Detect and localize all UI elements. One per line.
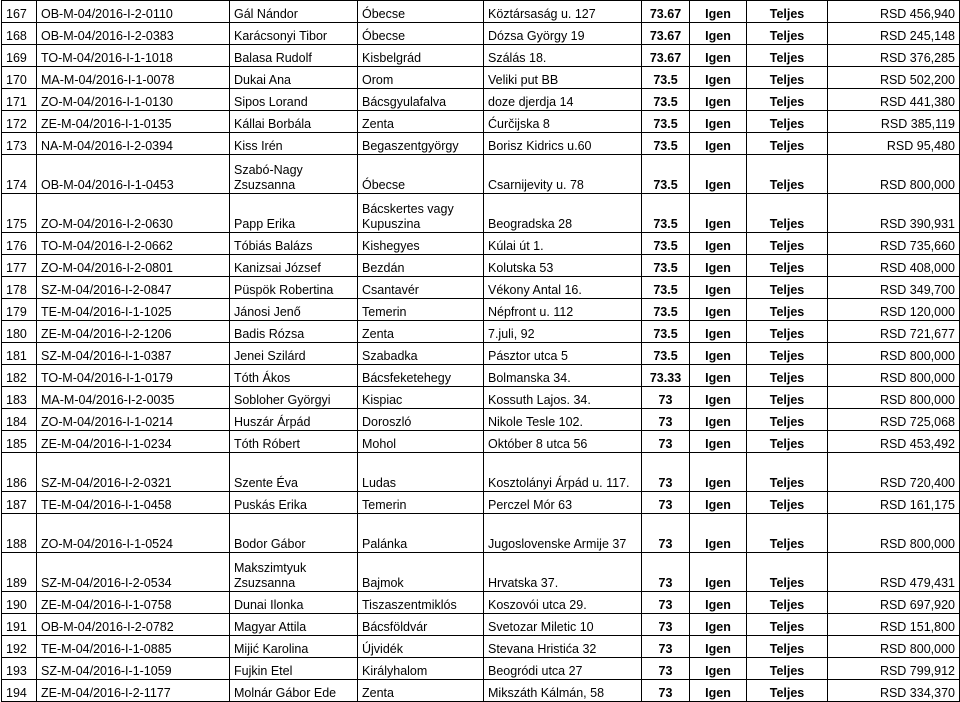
place-cell: Zenta [358,321,484,343]
place-cell: Doroszló [358,409,484,431]
code-cell: OB-M-04/2016-I-2-0110 [37,1,230,23]
name-cell: Püspök Robertina [230,277,358,299]
approved-cell: Igen [690,431,747,453]
amount-cell: RSD 151,800 [828,614,960,636]
approved-cell: Igen [690,636,747,658]
place-cell: Zenta [358,680,484,702]
name-cell: Bodor Gábor [230,514,358,553]
rating-cell: 73.5 [642,133,690,155]
status-cell: Teljes [747,89,828,111]
row-number-cell: 168 [2,23,37,45]
approved-cell: Igen [690,277,747,299]
address-cell: Ćurčijska 8 [484,111,642,133]
place-cell: Kisbelgrád [358,45,484,67]
name-cell: Magyar Attila [230,614,358,636]
place-cell: Mohol [358,431,484,453]
place-cell: Begaszentgyörgy [358,133,484,155]
rating-cell: 73 [642,492,690,514]
row-number-cell: 174 [2,155,37,194]
approved-cell: Igen [690,299,747,321]
row-number-cell: 170 [2,67,37,89]
status-cell: Teljes [747,387,828,409]
row-number-cell: 178 [2,277,37,299]
code-cell: SZ-M-04/2016-I-2-0321 [37,453,230,492]
status-cell: Teljes [747,255,828,277]
address-cell: Köztársaság u. 127 [484,1,642,23]
amount-cell: RSD 95,480 [828,133,960,155]
approved-cell: Igen [690,514,747,553]
amount-cell: RSD 453,492 [828,431,960,453]
rating-cell: 73.67 [642,23,690,45]
rating-cell: 73.5 [642,321,690,343]
table-row [2,343,960,365]
approved-cell: Igen [690,553,747,592]
code-cell: ZO-M-04/2016-I-1-0524 [37,514,230,553]
place-cell: Orom [358,67,484,89]
table-row [2,514,960,553]
name-cell: Kanizsai József [230,255,358,277]
approved-cell: Igen [690,492,747,514]
rating-cell: 73.5 [642,343,690,365]
approved-cell: Igen [690,111,747,133]
table-row [2,255,960,277]
amount-cell: RSD 408,000 [828,255,960,277]
name-cell: Karácsonyi Tibor [230,23,358,45]
rating-cell: 73.5 [642,155,690,194]
table-row [2,492,960,514]
address-cell: Kúlai út 1. [484,233,642,255]
amount-cell: RSD 799,912 [828,658,960,680]
amount-cell: RSD 441,380 [828,89,960,111]
place-cell: Ludas [358,453,484,492]
status-cell: Teljes [747,365,828,387]
rating-cell: 73.5 [642,89,690,111]
place-cell: Tiszaszentmiklós [358,592,484,614]
rating-cell: 73 [642,431,690,453]
amount-cell: RSD 800,000 [828,636,960,658]
place-cell: Temerin [358,492,484,514]
code-cell: ZO-M-04/2016-I-1-0130 [37,89,230,111]
name-cell: Sipos Lorand [230,89,358,111]
row-number-cell: 188 [2,514,37,553]
name-cell: Tóbiás Balázs [230,233,358,255]
amount-cell: RSD 120,000 [828,299,960,321]
row-number-cell: 193 [2,658,37,680]
table-row [2,658,960,680]
rating-cell: 73.5 [642,277,690,299]
name-cell: Dukai Ana [230,67,358,89]
code-cell: TE-M-04/2016-I-1-0458 [37,492,230,514]
row-number-cell: 167 [2,1,37,23]
address-cell: Svetozar Miletic 10 [484,614,642,636]
amount-cell: RSD 161,175 [828,492,960,514]
address-cell: Kossuth Lajos. 34. [484,387,642,409]
table-row [2,387,960,409]
approved-cell: Igen [690,1,747,23]
name-cell: Balasa Rudolf [230,45,358,67]
rating-cell: 73.67 [642,1,690,23]
status-cell: Teljes [747,155,828,194]
name-cell: Jánosi Jenő [230,299,358,321]
row-number-cell: 179 [2,299,37,321]
row-number-cell: 187 [2,492,37,514]
code-cell: SZ-M-04/2016-I-1-1059 [37,658,230,680]
table-body [2,1,960,702]
status-cell: Teljes [747,553,828,592]
approved-cell: Igen [690,133,747,155]
address-cell: Veliki put BB [484,67,642,89]
table-row [2,133,960,155]
row-number-cell: 169 [2,45,37,67]
row-number-cell: 173 [2,133,37,155]
rating-cell: 73.5 [642,194,690,233]
rating-cell: 73 [642,514,690,553]
address-cell: Október 8 utca 56 [484,431,642,453]
amount-cell: RSD 800,000 [828,343,960,365]
name-cell: Makszimtyuk Zsuzsanna [230,553,358,592]
status-cell: Teljes [747,1,828,23]
code-cell: ZE-M-04/2016-I-2-1177 [37,680,230,702]
place-cell: Óbecse [358,155,484,194]
status-cell: Teljes [747,194,828,233]
status-cell: Teljes [747,614,828,636]
rating-cell: 73.5 [642,233,690,255]
name-cell: Sobloher Györgyi [230,387,358,409]
place-cell: Bajmok [358,553,484,592]
address-cell: doze djerdja 14 [484,89,642,111]
table-row [2,89,960,111]
amount-cell: RSD 334,370 [828,680,960,702]
status-cell: Teljes [747,277,828,299]
table-row [2,365,960,387]
row-number-cell: 183 [2,387,37,409]
status-cell: Teljes [747,233,828,255]
rating-cell: 73 [642,614,690,636]
approved-cell: Igen [690,365,747,387]
status-cell: Teljes [747,680,828,702]
status-cell: Teljes [747,658,828,680]
address-cell: Beogródi utca 27 [484,658,642,680]
row-number-cell: 182 [2,365,37,387]
rating-cell: 73 [642,409,690,431]
table-row [2,194,960,233]
code-cell: TO-M-04/2016-I-1-1018 [37,45,230,67]
code-cell: OB-M-04/2016-I-2-0782 [37,614,230,636]
table-row [2,592,960,614]
amount-cell: RSD 456,940 [828,1,960,23]
address-cell: Jugoslovenske Armije 37 [484,514,642,553]
rating-cell: 73.33 [642,365,690,387]
rating-cell: 73 [642,387,690,409]
table-row [2,23,960,45]
approved-cell: Igen [690,680,747,702]
code-cell: ZE-M-04/2016-I-1-0135 [37,111,230,133]
amount-cell: RSD 721,677 [828,321,960,343]
amount-cell: RSD 800,000 [828,365,960,387]
place-cell: Óbecse [358,1,484,23]
table-row [2,1,960,23]
amount-cell: RSD 725,068 [828,409,960,431]
code-cell: MA-M-04/2016-I-2-0035 [37,387,230,409]
table-row [2,155,960,194]
address-cell: Stevana Hristića 32 [484,636,642,658]
row-number-cell: 189 [2,553,37,592]
code-cell: SZ-M-04/2016-I-2-0534 [37,553,230,592]
row-number-cell: 184 [2,409,37,431]
table-row [2,111,960,133]
place-cell: Csantavér [358,277,484,299]
row-number-cell: 171 [2,89,37,111]
amount-cell: RSD 800,000 [828,514,960,553]
code-cell: TO-M-04/2016-I-1-0179 [37,365,230,387]
address-cell: Pásztor utca 5 [484,343,642,365]
amount-cell: RSD 349,700 [828,277,960,299]
amount-cell: RSD 385,119 [828,111,960,133]
row-number-cell: 176 [2,233,37,255]
status-cell: Teljes [747,67,828,89]
code-cell: ZO-M-04/2016-I-2-0801 [37,255,230,277]
status-cell: Teljes [747,133,828,155]
name-cell: Papp Erika [230,194,358,233]
rating-cell: 73.5 [642,255,690,277]
code-cell: OB-M-04/2016-I-1-0453 [37,155,230,194]
approved-cell: Igen [690,614,747,636]
name-cell: Jenei Szilárd [230,343,358,365]
approved-cell: Igen [690,453,747,492]
amount-cell: RSD 502,200 [828,67,960,89]
table-row [2,409,960,431]
approved-cell: Igen [690,409,747,431]
rating-cell: 73.5 [642,111,690,133]
address-cell: Csarnijevity u. 78 [484,155,642,194]
approved-cell: Igen [690,321,747,343]
row-number-cell: 192 [2,636,37,658]
address-cell: Vékony Antal 16. [484,277,642,299]
place-cell: Óbecse [358,23,484,45]
address-cell: Szálás 18. [484,45,642,67]
table-row [2,67,960,89]
place-cell: Kispiac [358,387,484,409]
status-cell: Teljes [747,299,828,321]
status-cell: Teljes [747,111,828,133]
code-cell: OB-M-04/2016-I-2-0383 [37,23,230,45]
name-cell: Szente Éva [230,453,358,492]
code-cell: ZE-M-04/2016-I-1-0758 [37,592,230,614]
address-cell: Nikole Tesle 102. [484,409,642,431]
amount-cell: RSD 800,000 [828,387,960,409]
address-cell: Koszovói utca 29. [484,592,642,614]
amount-cell: RSD 720,400 [828,453,960,492]
code-cell: ZO-M-04/2016-I-2-0630 [37,194,230,233]
place-cell: Bácsgyulafalva [358,89,484,111]
row-number-cell: 190 [2,592,37,614]
status-cell: Teljes [747,492,828,514]
status-cell: Teljes [747,409,828,431]
amount-cell: RSD 245,148 [828,23,960,45]
amount-cell: RSD 800,000 [828,155,960,194]
rating-cell: 73 [642,553,690,592]
amount-cell: RSD 390,931 [828,194,960,233]
approved-cell: Igen [690,233,747,255]
status-cell: Teljes [747,23,828,45]
name-cell: Puskás Erika [230,492,358,514]
code-cell: SZ-M-04/2016-I-1-0387 [37,343,230,365]
name-cell: Dunai Ilonka [230,592,358,614]
approved-cell: Igen [690,255,747,277]
name-cell: Huszár Árpád [230,409,358,431]
code-cell: TE-M-04/2016-I-1-0885 [37,636,230,658]
table-row [2,431,960,453]
amount-cell: RSD 735,660 [828,233,960,255]
address-cell: Perczel Mór 63 [484,492,642,514]
table-row [2,680,960,702]
address-cell: Kosztolányi Árpád u. 117. [484,453,642,492]
table-row [2,299,960,321]
address-cell: Beogradska 28 [484,194,642,233]
row-number-cell: 175 [2,194,37,233]
code-cell: TO-M-04/2016-I-2-0662 [37,233,230,255]
approved-cell: Igen [690,45,747,67]
address-cell: Népfront u. 112 [484,299,642,321]
place-cell: Zenta [358,111,484,133]
address-cell: Dózsa György 19 [484,23,642,45]
code-cell: ZE-M-04/2016-I-1-0234 [37,431,230,453]
amount-cell: RSD 376,285 [828,45,960,67]
name-cell: Molnár Gábor Ede [230,680,358,702]
status-cell: Teljes [747,343,828,365]
approved-cell: Igen [690,387,747,409]
rating-cell: 73.5 [642,299,690,321]
place-cell: Újvidék [358,636,484,658]
name-cell: Badis Rózsa [230,321,358,343]
amount-cell: RSD 697,920 [828,592,960,614]
address-cell: 7.juli, 92 [484,321,642,343]
code-cell: NA-M-04/2016-I-2-0394 [37,133,230,155]
table-row [2,233,960,255]
amount-cell: RSD 479,431 [828,553,960,592]
table-row [2,614,960,636]
rating-cell: 73 [642,592,690,614]
place-cell: Bácskertes vagy Kupuszina [358,194,484,233]
table-row [2,45,960,67]
approved-cell: Igen [690,67,747,89]
status-cell: Teljes [747,45,828,67]
approved-cell: Igen [690,658,747,680]
status-cell: Teljes [747,592,828,614]
approved-cell: Igen [690,343,747,365]
name-cell: Mijić Karolina [230,636,358,658]
row-number-cell: 191 [2,614,37,636]
status-cell: Teljes [747,453,828,492]
row-number-cell: 181 [2,343,37,365]
applicant-table [1,0,960,702]
place-cell: Kishegyes [358,233,484,255]
code-cell: ZE-M-04/2016-I-2-1206 [37,321,230,343]
place-cell: Temerin [358,299,484,321]
rating-cell: 73 [642,658,690,680]
row-number-cell: 180 [2,321,37,343]
approved-cell: Igen [690,194,747,233]
rating-cell: 73 [642,636,690,658]
code-cell: SZ-M-04/2016-I-2-0847 [37,277,230,299]
table-row [2,453,960,492]
status-cell: Teljes [747,431,828,453]
approved-cell: Igen [690,89,747,111]
table-row [2,321,960,343]
name-cell: Gál Nándor [230,1,358,23]
name-cell: Fujkin Etel [230,658,358,680]
address-cell: Kolutska 53 [484,255,642,277]
address-cell: Mikszáth Kálmán, 58 [484,680,642,702]
approved-cell: Igen [690,155,747,194]
place-cell: Bácsföldvár [358,614,484,636]
approved-cell: Igen [690,23,747,45]
row-number-cell: 172 [2,111,37,133]
name-cell: Kiss Irén [230,133,358,155]
address-cell: Hrvatska 37. [484,553,642,592]
table-row [2,553,960,592]
status-cell: Teljes [747,636,828,658]
table-row [2,636,960,658]
rating-cell: 73 [642,453,690,492]
place-cell: Bácsfeketehegy [358,365,484,387]
status-cell: Teljes [747,321,828,343]
code-cell: MA-M-04/2016-I-1-0078 [37,67,230,89]
approved-cell: Igen [690,592,747,614]
name-cell: Szabó-Nagy Zsuzsanna [230,155,358,194]
name-cell: Tóth Ákos [230,365,358,387]
table-row [2,277,960,299]
place-cell: Bezdán [358,255,484,277]
rating-cell: 73.5 [642,67,690,89]
place-cell: Palánka [358,514,484,553]
name-cell: Kállai Borbála [230,111,358,133]
status-cell: Teljes [747,514,828,553]
address-cell: Borisz Kidrics u.60 [484,133,642,155]
rating-cell: 73 [642,680,690,702]
address-cell: Bolmanska 34. [484,365,642,387]
row-number-cell: 186 [2,453,37,492]
code-cell: TE-M-04/2016-I-1-1025 [37,299,230,321]
code-cell: ZO-M-04/2016-I-1-0214 [37,409,230,431]
place-cell: Szabadka [358,343,484,365]
row-number-cell: 194 [2,680,37,702]
place-cell: Királyhalom [358,658,484,680]
row-number-cell: 177 [2,255,37,277]
rating-cell: 73.67 [642,45,690,67]
name-cell: Tóth Róbert [230,431,358,453]
row-number-cell: 185 [2,431,37,453]
